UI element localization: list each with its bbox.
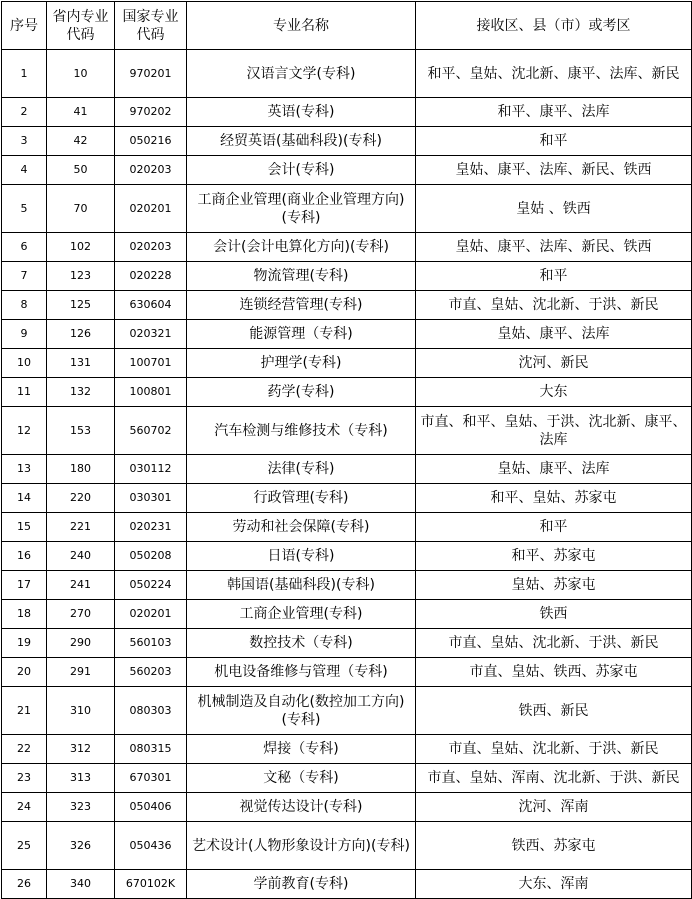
cell-prov-code: 50	[47, 156, 115, 185]
cell-seq: 12	[2, 407, 47, 455]
cell-area: 市直、皇姑、沈北新、于洪、新民	[416, 735, 692, 764]
table-row	[2, 407, 692, 455]
cell-nat-code: 560103	[115, 629, 187, 658]
cell-nat-code: 020201	[115, 185, 187, 233]
cell-major: 韩国语(基础科段)(专科)	[187, 571, 416, 600]
cell-nat-code: 970201	[115, 50, 187, 98]
cell-prov-code: 42	[47, 127, 115, 156]
cell-nat-code: 970202	[115, 98, 187, 127]
cell-nat-code: 020201	[115, 600, 187, 629]
cell-seq: 5	[2, 185, 47, 233]
cell-area: 和平	[416, 127, 692, 156]
cell-area: 市直、皇姑、沈北新、于洪、新民	[416, 629, 692, 658]
cell-major: 汽车检测与维修技术（专科)	[187, 407, 416, 455]
cell-major: 艺术设计(人物形象设计方向)(专科)	[187, 822, 416, 870]
cell-prov-code: 123	[47, 262, 115, 291]
cell-prov-code: 180	[47, 455, 115, 484]
cell-area: 铁西、新民	[416, 687, 692, 735]
cell-major: 行政管理(专科)	[187, 484, 416, 513]
cell-area: 市直、皇姑、浑南、沈北新、于洪、新民	[416, 764, 692, 793]
table-row	[2, 542, 692, 571]
table-row	[2, 484, 692, 513]
cell-major: 数控技术（专科)	[187, 629, 416, 658]
table-row	[2, 320, 692, 349]
table-row	[2, 156, 692, 185]
cell-seq: 23	[2, 764, 47, 793]
cell-major: 药学(专科)	[187, 378, 416, 407]
cell-seq: 7	[2, 262, 47, 291]
cell-seq: 1	[2, 50, 47, 98]
cell-nat-code: 080303	[115, 687, 187, 735]
cell-area: 沈河、浑南	[416, 793, 692, 822]
cell-prov-code: 323	[47, 793, 115, 822]
table-row	[2, 513, 692, 542]
cell-seq: 11	[2, 378, 47, 407]
cell-seq: 15	[2, 513, 47, 542]
cell-area: 和平	[416, 513, 692, 542]
cell-nat-code: 050208	[115, 542, 187, 571]
cell-seq: 8	[2, 291, 47, 320]
table-row	[2, 185, 692, 233]
cell-prov-code: 132	[47, 378, 115, 407]
cell-seq: 14	[2, 484, 47, 513]
cell-major: 经贸英语(基础科段)(专科)	[187, 127, 416, 156]
cell-nat-code: 050406	[115, 793, 187, 822]
table-row	[2, 658, 692, 687]
cell-seq: 13	[2, 455, 47, 484]
cell-major: 工商企业管理(商业企业管理方向)(专科)	[187, 185, 416, 233]
cell-major: 焊接（专科)	[187, 735, 416, 764]
cell-seq: 17	[2, 571, 47, 600]
table-row	[2, 233, 692, 262]
table-row	[2, 378, 692, 407]
cell-area: 皇姑、苏家屯	[416, 571, 692, 600]
table-row	[2, 687, 692, 735]
cell-seq: 9	[2, 320, 47, 349]
cell-prov-code: 41	[47, 98, 115, 127]
cell-area: 大东、浑南	[416, 870, 692, 899]
cell-seq: 21	[2, 687, 47, 735]
cell-nat-code: 050216	[115, 127, 187, 156]
table-row	[2, 629, 692, 658]
cell-nat-code: 020203	[115, 156, 187, 185]
header-nat-code: 国家专业代码	[115, 2, 187, 50]
table-row	[2, 349, 692, 378]
table-row	[2, 291, 692, 320]
major-table	[1, 1, 692, 899]
table-row	[2, 50, 692, 98]
cell-major: 劳动和社会保障(专科)	[187, 513, 416, 542]
cell-nat-code: 100701	[115, 349, 187, 378]
cell-seq: 16	[2, 542, 47, 571]
cell-prov-code: 313	[47, 764, 115, 793]
cell-major: 能源管理（专科)	[187, 320, 416, 349]
cell-prov-code: 312	[47, 735, 115, 764]
cell-area: 和平、皇姑、苏家屯	[416, 484, 692, 513]
cell-prov-code: 70	[47, 185, 115, 233]
cell-major: 物流管理(专科)	[187, 262, 416, 291]
cell-prov-code: 221	[47, 513, 115, 542]
table-row	[2, 127, 692, 156]
cell-major: 日语(专科)	[187, 542, 416, 571]
cell-prov-code: 270	[47, 600, 115, 629]
cell-area: 和平、苏家屯	[416, 542, 692, 571]
cell-nat-code: 560702	[115, 407, 187, 455]
cell-nat-code: 020321	[115, 320, 187, 349]
cell-major: 英语(专科)	[187, 98, 416, 127]
cell-seq: 24	[2, 793, 47, 822]
cell-seq: 25	[2, 822, 47, 870]
cell-major: 会计(会计电算化方向)(专科)	[187, 233, 416, 262]
cell-prov-code: 326	[47, 822, 115, 870]
cell-major: 汉语言文学(专科)	[187, 50, 416, 98]
cell-area: 皇姑、康平、法库、新民、铁西	[416, 156, 692, 185]
cell-area: 皇姑 、铁西	[416, 185, 692, 233]
cell-area: 沈河、新民	[416, 349, 692, 378]
cell-major: 连锁经营管理(专科)	[187, 291, 416, 320]
header-area: 接收区、县（市）或考区	[416, 2, 692, 50]
cell-major: 视觉传达设计(专科)	[187, 793, 416, 822]
header-row	[2, 2, 692, 50]
cell-prov-code: 240	[47, 542, 115, 571]
cell-major: 文秘（专科)	[187, 764, 416, 793]
cell-prov-code: 125	[47, 291, 115, 320]
cell-prov-code: 290	[47, 629, 115, 658]
cell-area: 皇姑、康平、法库	[416, 455, 692, 484]
table-body	[2, 50, 692, 899]
cell-nat-code: 020203	[115, 233, 187, 262]
cell-seq: 22	[2, 735, 47, 764]
cell-area: 市直、和平、皇姑、于洪、沈北新、康平、法库	[416, 407, 692, 455]
cell-nat-code: 100801	[115, 378, 187, 407]
table-row	[2, 600, 692, 629]
cell-nat-code: 030301	[115, 484, 187, 513]
cell-prov-code: 153	[47, 407, 115, 455]
cell-prov-code: 340	[47, 870, 115, 899]
cell-area: 和平	[416, 262, 692, 291]
cell-nat-code: 670102K	[115, 870, 187, 899]
cell-prov-code: 241	[47, 571, 115, 600]
header-prov-code: 省内专业代码	[47, 2, 115, 50]
cell-area: 皇姑、康平、法库	[416, 320, 692, 349]
cell-major: 会计(专科)	[187, 156, 416, 185]
cell-area: 铁西、苏家屯	[416, 822, 692, 870]
cell-major: 机械制造及自动化(数控加工方向)(专科)	[187, 687, 416, 735]
table-row	[2, 455, 692, 484]
cell-seq: 4	[2, 156, 47, 185]
cell-nat-code: 560203	[115, 658, 187, 687]
cell-area: 皇姑、康平、法库、新民、铁西	[416, 233, 692, 262]
cell-prov-code: 131	[47, 349, 115, 378]
cell-prov-code: 126	[47, 320, 115, 349]
cell-area: 和平、皇姑、沈北新、康平、法库、新民	[416, 50, 692, 98]
header-major: 专业名称	[187, 2, 416, 50]
cell-major: 工商企业管理(专科)	[187, 600, 416, 629]
cell-area: 市直、皇姑、铁西、苏家屯	[416, 658, 692, 687]
cell-seq: 10	[2, 349, 47, 378]
cell-area: 铁西	[416, 600, 692, 629]
table-row	[2, 793, 692, 822]
cell-area: 和平、康平、法库	[416, 98, 692, 127]
cell-seq: 2	[2, 98, 47, 127]
cell-major: 法律(专科)	[187, 455, 416, 484]
cell-nat-code: 080315	[115, 735, 187, 764]
table-row	[2, 262, 692, 291]
table-row	[2, 98, 692, 127]
cell-nat-code: 020228	[115, 262, 187, 291]
cell-seq: 20	[2, 658, 47, 687]
table-row	[2, 764, 692, 793]
cell-prov-code: 291	[47, 658, 115, 687]
cell-nat-code: 030112	[115, 455, 187, 484]
cell-nat-code: 050224	[115, 571, 187, 600]
cell-nat-code: 050436	[115, 822, 187, 870]
cell-seq: 26	[2, 870, 47, 899]
cell-major: 机电设备维修与管理（专科)	[187, 658, 416, 687]
cell-nat-code: 630604	[115, 291, 187, 320]
cell-seq: 19	[2, 629, 47, 658]
cell-prov-code: 310	[47, 687, 115, 735]
cell-seq: 3	[2, 127, 47, 156]
cell-major: 护理学(专科)	[187, 349, 416, 378]
cell-seq: 6	[2, 233, 47, 262]
cell-nat-code: 020231	[115, 513, 187, 542]
cell-prov-code: 10	[47, 50, 115, 98]
cell-major: 学前教育(专科)	[187, 870, 416, 899]
cell-area: 市直、皇姑、沈北新、于洪、新民	[416, 291, 692, 320]
cell-prov-code: 102	[47, 233, 115, 262]
cell-seq: 18	[2, 600, 47, 629]
table-row	[2, 822, 692, 870]
cell-nat-code: 670301	[115, 764, 187, 793]
table-row	[2, 735, 692, 764]
table-row	[2, 870, 692, 899]
cell-prov-code: 220	[47, 484, 115, 513]
header-seq: 序号	[2, 2, 47, 50]
table-row	[2, 571, 692, 600]
cell-area: 大东	[416, 378, 692, 407]
